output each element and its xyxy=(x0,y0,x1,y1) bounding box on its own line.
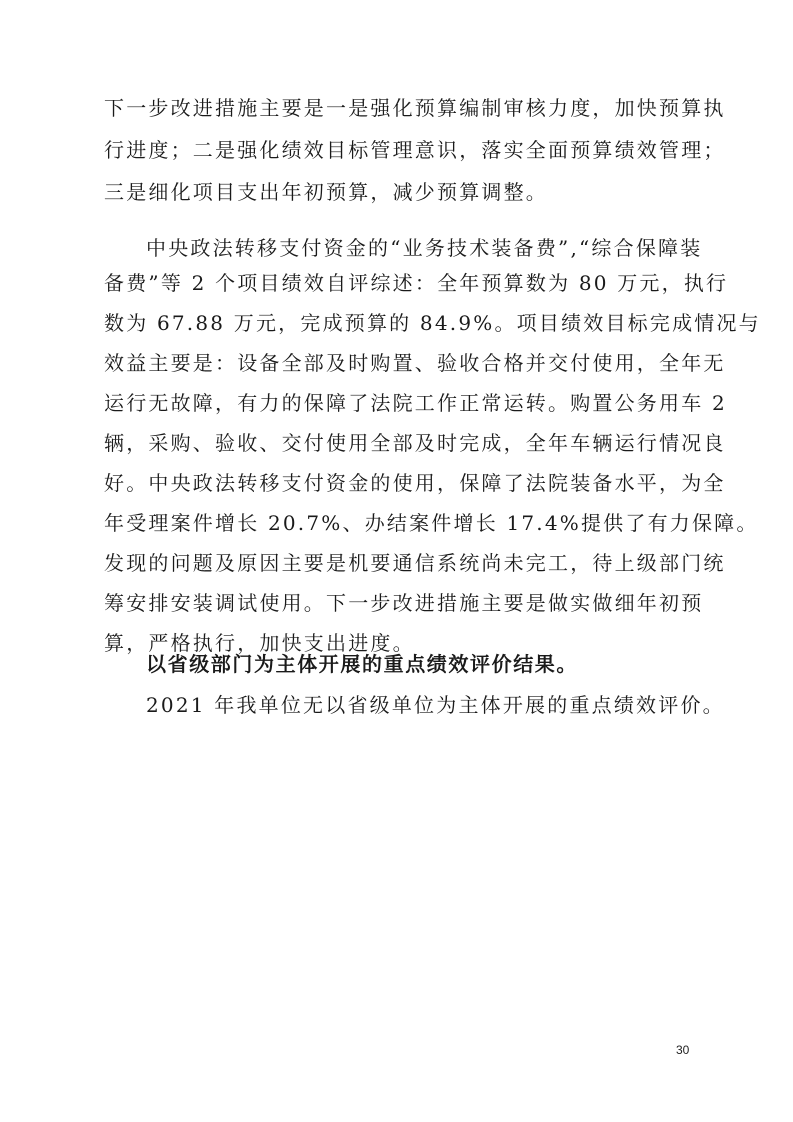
paragraph-line: 运行无故障，有力的保障了法院工作正常运转。购置公务用车 2 xyxy=(104,391,727,415)
page-number: 30 xyxy=(676,1043,690,1057)
paragraph-line: 筹安排安装调试使用。下一步改进措施主要是做实做细年初预 xyxy=(104,591,704,615)
paragraph-line: 中央政法转移支付资金的“业务技术装备费”,“综合保障装 xyxy=(146,236,703,260)
paragraph-line: 数为 67.88 万元，完成预算的 84.9%。项目绩效目标完成情况与 xyxy=(104,311,761,335)
section-heading: 以省级部门为主体开展的重点绩效评价结果。 xyxy=(146,652,578,676)
paragraph-line: 下一步改进措施主要是一是强化预算编制审核力度，加快预算执 xyxy=(104,96,726,120)
paragraph-line: 三是细化项目支出年初预算，减少预算调整。 xyxy=(104,180,548,204)
paragraph-line: 发现的问题及原因主要是机要通信系统尚未完工，待上级部门统 xyxy=(104,551,726,575)
paragraph-line: 行进度；二是强化绩效目标管理意识，落实全面预算绩效管理； xyxy=(104,138,726,162)
paragraph-line: 效益主要是：设备全部及时购置、验收合格并交付使用，全年无 xyxy=(104,351,726,375)
paragraph-line: 好。中央政法转移支付资金的使用，保障了法院装备水平，为全 xyxy=(104,471,726,495)
paragraph-line: 算，严格执行，加快支出进度。 xyxy=(104,631,415,655)
paragraph-line: 辆，采购、验收、交付使用全部及时完成，全年车辆运行情况良 xyxy=(104,431,726,455)
paragraph-line: 备费”等 2 个项目绩效自评综述：全年预算数为 80 万元，执行 xyxy=(104,271,729,295)
paragraph-line: 年受理案件增长 20.7%、办结案件增长 17.4%提供了有力保障。 xyxy=(104,511,759,535)
closing-sentence: 2021 年我单位无以省级单位为主体开展的重点绩效评价。 xyxy=(146,693,725,717)
